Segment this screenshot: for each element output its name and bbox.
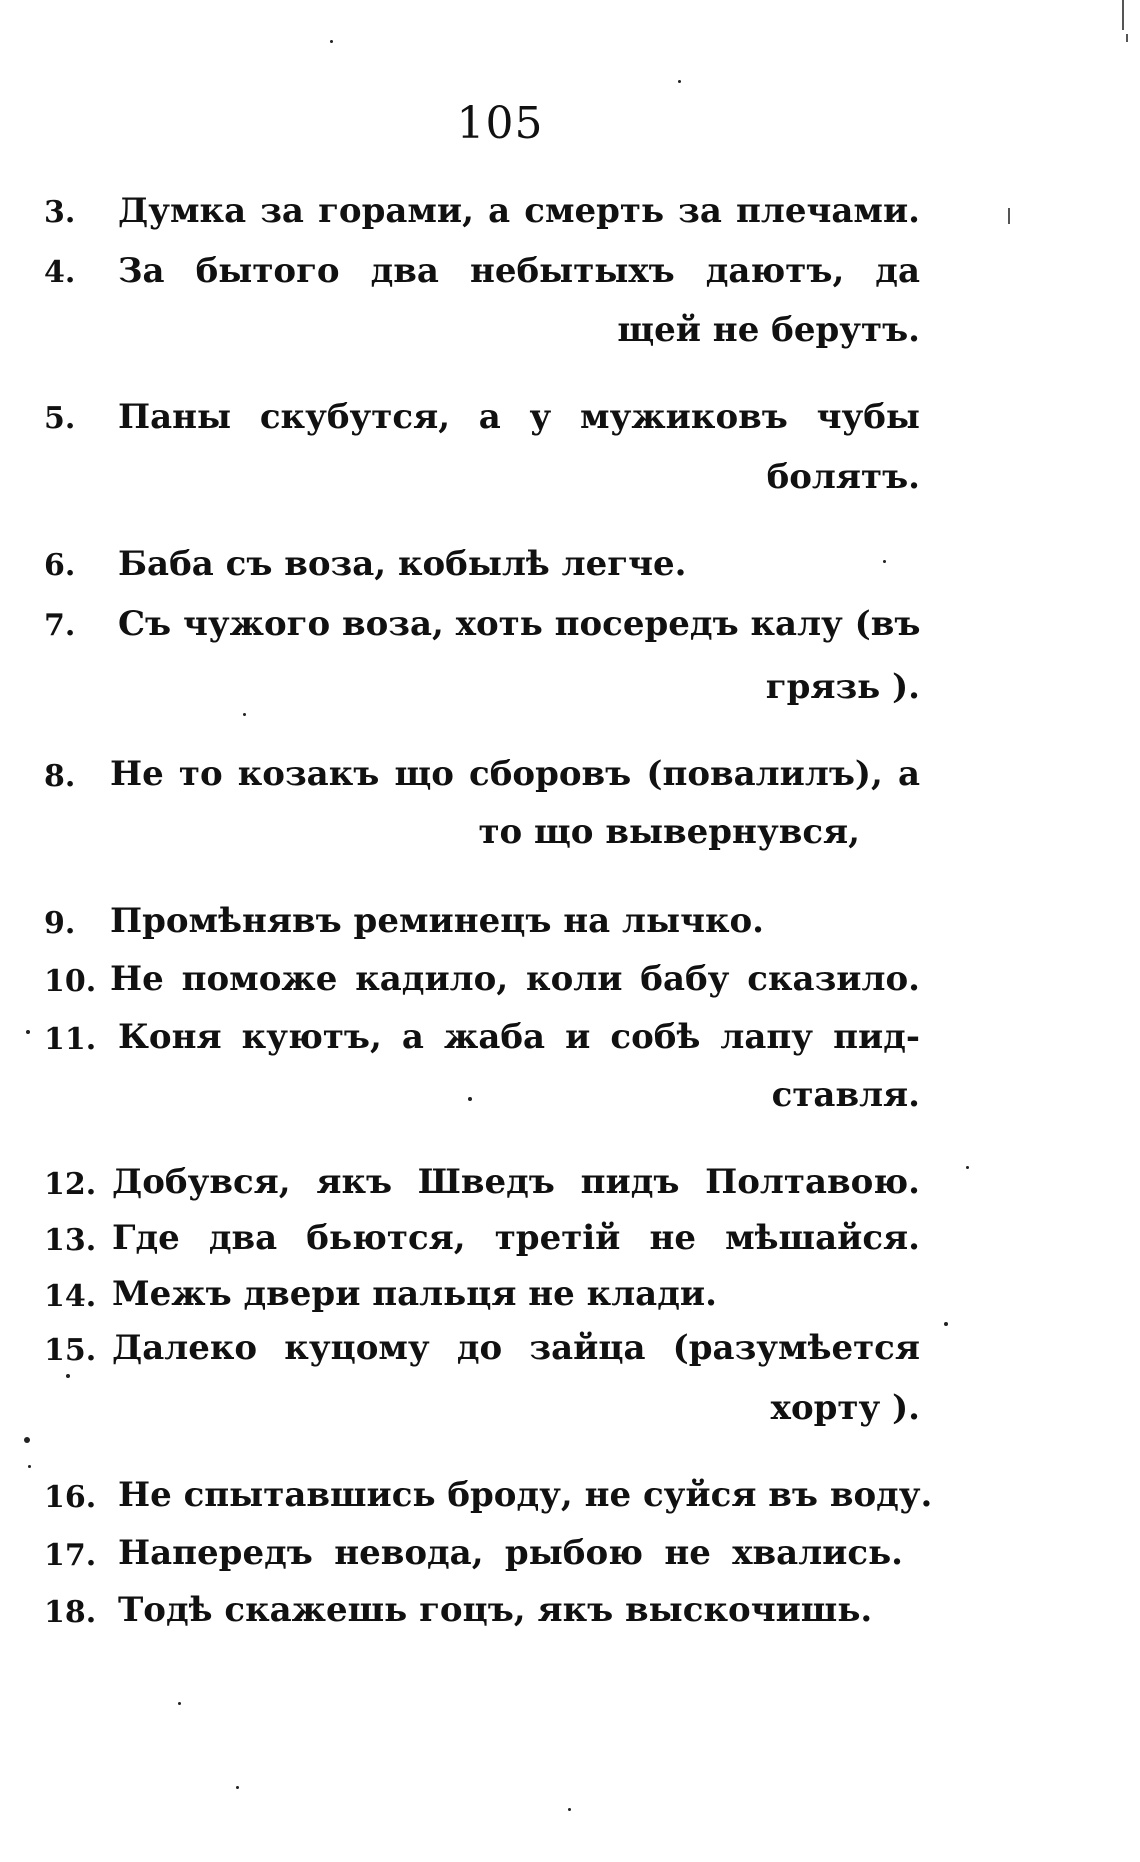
scan-speck [24,1437,30,1443]
entry-text: Паны скубутся, а у мужиковъ чубы [118,397,920,437]
entry-text: За бытого два небытыхъ даютъ, да [118,251,920,291]
entry-text: Межъ двери пальця не клади. [112,1274,717,1314]
scan-speck [678,80,681,83]
scan-speck [330,40,333,43]
entry-text: Съ чужого воза, хоть посередъ калу (въ [118,604,921,644]
entry-text-continuation: болятъ. [766,457,920,497]
entry-text: Далеко куцому до зайца (разумѣется [112,1328,920,1368]
entry-text: Думка за горами, а смерть за плечами. [118,191,920,231]
entry-number: 18. [44,1595,97,1630]
entry-text: Не то козакъ що сборовъ (повалилъ), а [110,754,920,794]
entry-number: 10. [44,964,97,999]
entry-number: 16. [44,1480,97,1515]
scan-speck [883,560,886,563]
entry-number: 6. [44,548,76,583]
entry-number: 14. [44,1279,97,1314]
entry-number: 9. [44,906,76,941]
entry-text: Где два бьются, третій не мѣшайся. [112,1218,920,1258]
scan-speck [66,1374,70,1378]
entry-number: 15. [44,1333,97,1368]
entry-text: Промѣнявъ реминецъ на лычко. [110,901,765,941]
entry-text-continuation: ставля. [771,1075,920,1115]
entry-number: 11. [44,1022,97,1057]
entry-text-continuation: то що вывернувся, [478,812,860,852]
entry-text: Баба съ воза, кобылѣ легче. [118,544,687,584]
scan-edge-mark [1122,0,1124,30]
entry-number: 8. [44,759,76,794]
entry-text: Не спытавшись броду, не суйся въ воду. [118,1475,933,1515]
entry-number: 4. [44,255,76,290]
scan-speck [944,1322,948,1326]
entry-text: Напередъ невода, рыбою не хвались. [118,1533,903,1573]
entry-text-continuation: хорту ). [770,1388,920,1428]
scan-edge-mark [1008,208,1010,224]
scan-speck [28,1465,31,1468]
scan-speck [468,1097,472,1101]
scan-speck [243,713,246,716]
scan-speck [568,1808,571,1811]
entry-text: Тодѣ скажешь гоцъ, якъ выскочишь. [118,1590,873,1630]
entry-number: 17. [44,1538,97,1573]
entry-number: 13. [44,1223,97,1258]
entry-text-continuation: грязь ). [765,667,920,707]
entry-text: Коня куютъ, а жаба и собѣ лапу пид- [118,1017,920,1057]
entry-number: 5. [44,401,76,436]
entry-text-continuation: щей не берутъ. [617,310,920,350]
entry-number: 7. [44,608,76,643]
entry-text: Не поможе кадило, коли бабу сказило. [110,959,920,999]
scan-edge-mark [1126,34,1128,42]
entry-number: 12. [44,1167,97,1202]
scan-speck [236,1786,239,1789]
page-number: 105 [456,98,544,149]
entry-number: 3. [44,195,76,230]
entry-text: Добувся, якъ Шведъ пидъ Полтавою. [112,1162,920,1202]
scan-speck [26,1030,30,1034]
scan-speck [178,1702,181,1705]
scan-speck [966,1166,969,1169]
